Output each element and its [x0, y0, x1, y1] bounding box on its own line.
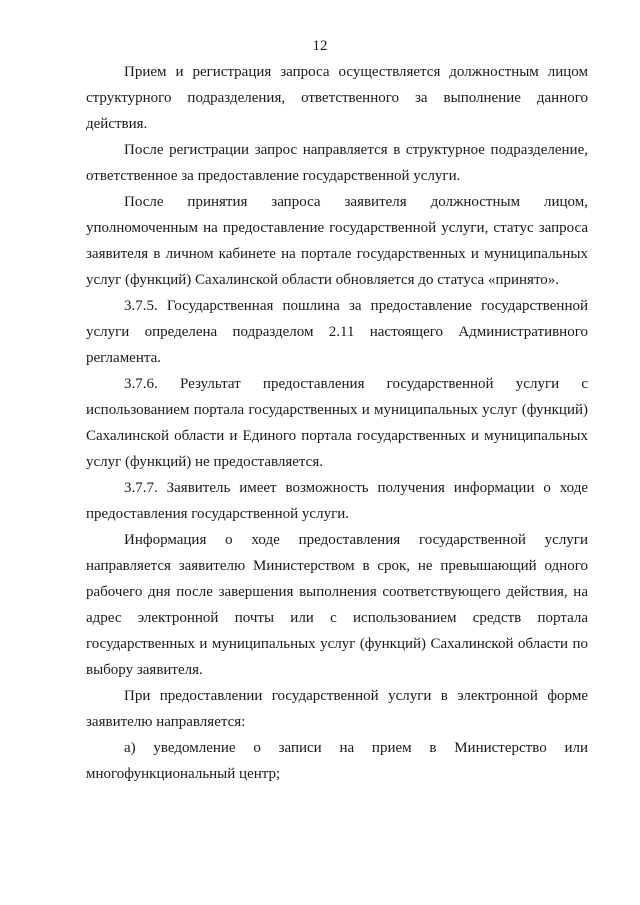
paragraph-2: После регистрации запрос направляется в структурное подразделение, ответственное за предоставление государственной услуги. [86, 142, 588, 184]
paragraph-3-7-6: 3.7.6. Результат предоставления государственной услуги с использованием портала государственных и муниципальных услуг (функций) Сахалинской области и Единого портала государственных и муниципальных услуг (функций) не предоставляется. [86, 376, 588, 470]
paragraph-3-7-7: 3.7.7. Заявитель имеет возможность получения информации о ходе предоставления государственной услуги. [86, 480, 588, 522]
paragraph-3: После принятия запроса заявителя должностным лицом, уполномоченным на предоставление государственной услуги, статус запроса заявителя в личном кабинете на портале государственных и муниципальных услуг (функций) Сахалинской области обновляется до статуса «принято». [86, 194, 588, 288]
paragraph-3-7-5: 3.7.5. Государственная пошлина за предоставление государственной услуги определена подразделом 2.11 настоящего Административного регламента. [86, 298, 588, 366]
paragraph-1: Прием и регистрация запроса осуществляется должностным лицом структурного подразделения, ответственного за выполнение данного действия. [86, 64, 588, 132]
document-body [86, 59, 588, 787]
paragraph-electronic-form: При предоставлении государственной услуги в электронной форме заявителю направляется: [86, 688, 588, 730]
list-item-a: а) уведомление о записи на прием в Министерство или многофункциональный центр; [86, 740, 588, 782]
paragraph-info: Информация о ходе предоставления государственной услуги направляется заявителю Министерством в срок, не превышающий одного рабочего дня после завершения выполнения соответствующего действия, на адрес электронной почты или с использованием средств портала государственных и муниципальных услуг (функций) Сахалинской области по выбору заявителя. [86, 532, 588, 678]
page-number: 12 [312, 38, 328, 54]
